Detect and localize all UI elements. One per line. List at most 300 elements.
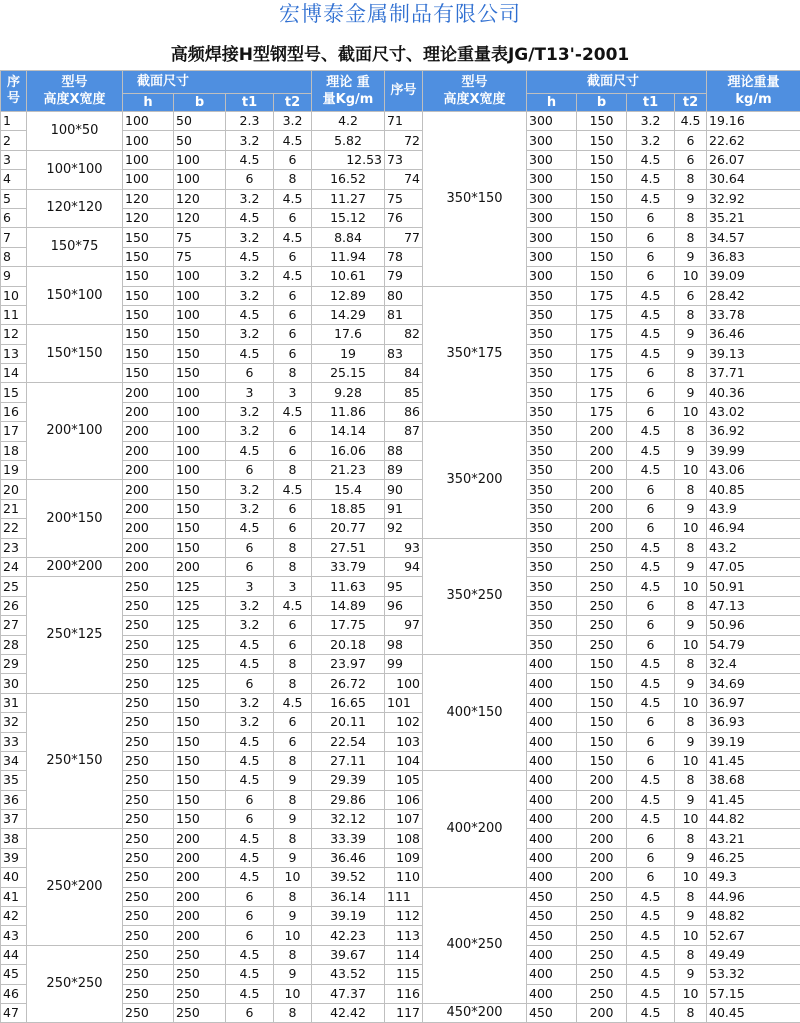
seq-cell: 47 [1, 1003, 27, 1022]
header-h-right: h [527, 94, 577, 112]
seq-cell: 30 [1, 674, 27, 693]
model-cell-right: 400*200 [423, 771, 527, 887]
weight-cell-right: 41.45 [707, 751, 800, 770]
h-cell-right: 350 [527, 305, 577, 324]
b-cell: 250 [174, 965, 226, 984]
table-row [1, 577, 800, 596]
t2-cell: 3 [274, 383, 312, 402]
weight-cell-right: 49.49 [707, 945, 800, 964]
h-cell-right: 350 [527, 499, 577, 518]
t1-cell: 6 [226, 461, 274, 480]
weight-cell: 14.14 [312, 422, 385, 441]
b-cell-right: 200 [577, 829, 627, 848]
t1-cell-right: 4.5 [627, 325, 675, 344]
t1-cell-right: 4.5 [627, 189, 675, 208]
seq-cell-right: 98 [385, 635, 423, 654]
h-cell: 100 [123, 112, 174, 131]
b-cell: 100 [174, 305, 226, 324]
header-weight-right: 理论重量 kg/m [707, 71, 800, 112]
b-cell: 250 [174, 945, 226, 964]
t2-cell-right: 8 [675, 596, 707, 615]
b-cell: 150 [174, 790, 226, 809]
t2-cell-right: 8 [675, 208, 707, 227]
t2-cell: 9 [274, 907, 312, 926]
seq-cell-right: 84 [385, 364, 423, 383]
b-cell-right: 175 [577, 305, 627, 324]
t2-cell-right: 9 [675, 344, 707, 363]
t1-cell-right: 6 [627, 868, 675, 887]
weight-cell-right: 39.19 [707, 732, 800, 751]
table-row [1, 267, 800, 286]
seq-cell-right: 88 [385, 441, 423, 460]
b-cell-right: 250 [577, 887, 627, 906]
weight-cell-right: 47.13 [707, 596, 800, 615]
h-cell-right: 350 [527, 519, 577, 538]
h-cell-right: 350 [527, 461, 577, 480]
seq-cell: 23 [1, 538, 27, 557]
seq-cell-right: 80 [385, 286, 423, 305]
b-cell: 200 [174, 848, 226, 867]
h-cell-right: 400 [527, 965, 577, 984]
t2-cell-right: 9 [675, 383, 707, 402]
b-cell: 100 [174, 441, 226, 460]
t1-cell: 3.2 [226, 228, 274, 247]
weight-cell: 16.65 [312, 693, 385, 712]
t2-cell-right: 10 [675, 810, 707, 829]
weight-cell: 29.39 [312, 771, 385, 790]
b-cell: 125 [174, 635, 226, 654]
t2-cell-right: 8 [675, 305, 707, 324]
t2-cell: 8 [274, 557, 312, 576]
h-cell: 200 [123, 441, 174, 460]
h-cell-right: 300 [527, 131, 577, 150]
t2-cell: 4.5 [274, 596, 312, 615]
t1-cell: 3.2 [226, 325, 274, 344]
t2-cell-right: 10 [675, 693, 707, 712]
h-cell: 250 [123, 945, 174, 964]
t1-cell-right: 4.5 [627, 674, 675, 693]
seq-cell: 46 [1, 984, 27, 1003]
seq-cell: 45 [1, 965, 27, 984]
b-cell: 100 [174, 286, 226, 305]
weight-cell: 36.46 [312, 848, 385, 867]
weight-cell-right: 36.97 [707, 693, 800, 712]
t2-cell: 6 [274, 150, 312, 169]
t2-cell-right: 9 [675, 557, 707, 576]
h-cell-right: 400 [527, 868, 577, 887]
h-cell: 250 [123, 868, 174, 887]
header-section-left: 截面尺寸 [123, 71, 312, 94]
t2-cell-right: 8 [675, 887, 707, 906]
t2-cell-right: 10 [675, 984, 707, 1003]
weight-cell: 9.28 [312, 383, 385, 402]
seq-cell-right: 87 [385, 422, 423, 441]
t2-cell-right: 9 [675, 325, 707, 344]
weight-cell: 36.14 [312, 887, 385, 906]
model-cell: 150*75 [27, 228, 123, 267]
h-cell: 250 [123, 790, 174, 809]
t1-cell: 4.5 [226, 441, 274, 460]
b-cell-right: 150 [577, 170, 627, 189]
t2-cell-right: 8 [675, 771, 707, 790]
b-cell-right: 150 [577, 693, 627, 712]
seq-cell: 21 [1, 499, 27, 518]
t2-cell-right: 10 [675, 577, 707, 596]
weight-cell-right: 36.93 [707, 713, 800, 732]
weight-cell-right: 46.94 [707, 519, 800, 538]
b-cell-right: 175 [577, 364, 627, 383]
b-cell: 125 [174, 596, 226, 615]
t2-cell-right: 9 [675, 441, 707, 460]
t2-cell: 6 [274, 713, 312, 732]
t1-cell: 3 [226, 383, 274, 402]
t2-cell: 6 [274, 247, 312, 266]
b-cell-right: 175 [577, 344, 627, 363]
seq-cell: 25 [1, 577, 27, 596]
t2-cell: 8 [274, 364, 312, 383]
weight-cell: 11.27 [312, 189, 385, 208]
weight-cell-right: 22.62 [707, 131, 800, 150]
weight-cell: 4.2 [312, 112, 385, 131]
h-cell: 250 [123, 810, 174, 829]
t2-cell-right: 8 [675, 422, 707, 441]
h-cell-right: 400 [527, 693, 577, 712]
t2-cell-right: 10 [675, 519, 707, 538]
t1-cell: 3.2 [226, 596, 274, 615]
t1-cell: 4.5 [226, 519, 274, 538]
weight-cell: 14.89 [312, 596, 385, 615]
b-cell: 200 [174, 868, 226, 887]
table-row [1, 325, 800, 344]
t1-cell: 4.5 [226, 829, 274, 848]
weight-cell: 16.06 [312, 441, 385, 460]
t1-cell-right: 6 [627, 848, 675, 867]
h-cell: 200 [123, 461, 174, 480]
seq-cell-right: 96 [385, 596, 423, 615]
model-cell-right: 350*175 [423, 286, 527, 422]
model-cell: 200*100 [27, 383, 123, 480]
seq-cell-right: 117 [385, 1003, 423, 1022]
t1-cell: 3.2 [226, 499, 274, 518]
t2-cell: 10 [274, 926, 312, 945]
weight-cell: 12.89 [312, 286, 385, 305]
h-cell-right: 400 [527, 945, 577, 964]
b-cell-right: 250 [577, 984, 627, 1003]
weight-cell-right: 44.96 [707, 887, 800, 906]
t2-cell: 4.5 [274, 189, 312, 208]
b-cell-right: 150 [577, 674, 627, 693]
seq-cell-right: 85 [385, 383, 423, 402]
weight-cell: 12.53 [312, 150, 385, 169]
weight-cell: 39.52 [312, 868, 385, 887]
weight-cell-right: 32.92 [707, 189, 800, 208]
h-cell-right: 300 [527, 247, 577, 266]
seq-cell-right: 108 [385, 829, 423, 848]
t2-cell: 8 [274, 674, 312, 693]
t2-cell: 4.5 [274, 402, 312, 421]
b-cell: 50 [174, 112, 226, 131]
seq-cell-right: 111 [385, 887, 423, 906]
t2-cell: 8 [274, 887, 312, 906]
model-cell: 150*100 [27, 267, 123, 325]
t2-cell: 6 [274, 616, 312, 635]
t1-cell-right: 4.5 [627, 771, 675, 790]
t1-cell: 6 [226, 674, 274, 693]
page-title: 高频焊接H型钢型号、截面尺寸、理论重量表JG/T13'-2001 [0, 42, 800, 68]
t2-cell: 3.2 [274, 112, 312, 131]
t2-cell-right: 8 [675, 713, 707, 732]
t1-cell-right: 6 [627, 267, 675, 286]
t2-cell-right: 8 [675, 829, 707, 848]
weight-cell: 17.75 [312, 616, 385, 635]
b-cell-right: 200 [577, 441, 627, 460]
h-beam-table [0, 70, 800, 1023]
seq-cell: 28 [1, 635, 27, 654]
seq-cell: 32 [1, 713, 27, 732]
t1-cell-right: 4.5 [627, 907, 675, 926]
weight-cell-right: 28.42 [707, 286, 800, 305]
h-cell-right: 400 [527, 713, 577, 732]
t2-cell: 6 [274, 635, 312, 654]
t1-cell-right: 6 [627, 596, 675, 615]
t2-cell-right: 9 [675, 247, 707, 266]
seq-cell: 42 [1, 907, 27, 926]
seq-cell-right: 71 [385, 112, 423, 131]
weight-cell: 5.82 [312, 131, 385, 150]
seq-cell: 6 [1, 208, 27, 227]
seq-cell-right: 95 [385, 577, 423, 596]
t2-cell-right: 8 [675, 170, 707, 189]
h-cell: 250 [123, 596, 174, 615]
table-row [1, 480, 800, 499]
t1-cell: 6 [226, 538, 274, 557]
weight-cell: 33.79 [312, 557, 385, 576]
b-cell-right: 200 [577, 422, 627, 441]
seq-cell-right: 101 [385, 693, 423, 712]
b-cell: 150 [174, 771, 226, 790]
t1-cell: 4.5 [226, 208, 274, 227]
weight-cell-right: 39.13 [707, 344, 800, 363]
seq-cell: 29 [1, 654, 27, 673]
t2-cell: 4.5 [274, 480, 312, 499]
weight-cell: 11.94 [312, 247, 385, 266]
seq-cell: 7 [1, 228, 27, 247]
weight-cell-right: 37.71 [707, 364, 800, 383]
weight-cell-right: 33.78 [707, 305, 800, 324]
weight-cell-right: 43.2 [707, 538, 800, 557]
h-cell: 250 [123, 771, 174, 790]
seq-cell: 8 [1, 247, 27, 266]
b-cell-right: 250 [577, 945, 627, 964]
weight-cell-right: 36.83 [707, 247, 800, 266]
t1-cell-right: 4.5 [627, 810, 675, 829]
t1-cell-right: 4.5 [627, 965, 675, 984]
header-t1-left: t1 [226, 94, 274, 112]
seq-cell: 11 [1, 305, 27, 324]
b-cell-right: 250 [577, 907, 627, 926]
t2-cell: 10 [274, 868, 312, 887]
t1-cell-right: 6 [627, 732, 675, 751]
h-cell-right: 300 [527, 150, 577, 169]
seq-cell: 41 [1, 887, 27, 906]
t1-cell-right: 4.5 [627, 945, 675, 964]
seq-cell: 31 [1, 693, 27, 712]
h-cell: 250 [123, 654, 174, 673]
h-cell-right: 350 [527, 422, 577, 441]
weight-cell: 11.86 [312, 402, 385, 421]
seq-cell: 14 [1, 364, 27, 383]
weight-cell-right: 40.85 [707, 480, 800, 499]
seq-cell: 4 [1, 170, 27, 189]
t1-cell: 4.5 [226, 751, 274, 770]
weight-cell-right: 43.06 [707, 461, 800, 480]
b-cell: 75 [174, 247, 226, 266]
h-cell: 250 [123, 713, 174, 732]
seq-cell: 38 [1, 829, 27, 848]
weight-cell-right: 39.09 [707, 267, 800, 286]
b-cell-right: 175 [577, 383, 627, 402]
b-cell-right: 150 [577, 150, 627, 169]
seq-cell: 13 [1, 344, 27, 363]
seq-cell-right: 114 [385, 945, 423, 964]
h-cell: 200 [123, 499, 174, 518]
t1-cell-right: 6 [627, 635, 675, 654]
t1-cell-right: 4.5 [627, 150, 675, 169]
seq-cell: 44 [1, 945, 27, 964]
t1-cell: 3.2 [226, 713, 274, 732]
t2-cell-right: 9 [675, 965, 707, 984]
b-cell-right: 150 [577, 208, 627, 227]
b-cell-right: 200 [577, 1003, 627, 1022]
t1-cell: 4.5 [226, 868, 274, 887]
h-cell: 250 [123, 1003, 174, 1022]
weight-cell-right: 30.64 [707, 170, 800, 189]
t1-cell-right: 4.5 [627, 1003, 675, 1022]
seq-cell-right: 76 [385, 208, 423, 227]
t2-cell: 4.5 [274, 693, 312, 712]
h-cell-right: 300 [527, 208, 577, 227]
table-row [1, 693, 800, 712]
seq-cell-right: 73 [385, 150, 423, 169]
b-cell-right: 200 [577, 499, 627, 518]
model-cell: 200*150 [27, 480, 123, 558]
t2-cell: 9 [274, 848, 312, 867]
weight-cell: 27.11 [312, 751, 385, 770]
seq-cell: 39 [1, 848, 27, 867]
weight-cell: 25.15 [312, 364, 385, 383]
h-cell: 150 [123, 247, 174, 266]
b-cell: 100 [174, 150, 226, 169]
seq-cell-right: 72 [385, 131, 423, 150]
h-cell: 200 [123, 480, 174, 499]
seq-cell-right: 104 [385, 751, 423, 770]
t1-cell: 4.5 [226, 848, 274, 867]
h-cell-right: 350 [527, 635, 577, 654]
b-cell: 100 [174, 170, 226, 189]
h-cell-right: 300 [527, 189, 577, 208]
weight-cell-right: 19.16 [707, 112, 800, 131]
h-cell-right: 400 [527, 848, 577, 867]
seq-cell-right: 109 [385, 848, 423, 867]
seq-cell: 43 [1, 926, 27, 945]
t1-cell: 6 [226, 170, 274, 189]
model-cell: 150*150 [27, 325, 123, 383]
b-cell: 100 [174, 402, 226, 421]
weight-cell: 20.18 [312, 635, 385, 654]
h-cell-right: 400 [527, 771, 577, 790]
h-cell-right: 400 [527, 810, 577, 829]
b-cell-right: 250 [577, 616, 627, 635]
t2-cell: 10 [274, 984, 312, 1003]
seq-cell: 1 [1, 112, 27, 131]
t2-cell-right: 9 [675, 499, 707, 518]
t1-cell-right: 4.5 [627, 286, 675, 305]
weight-cell: 10.61 [312, 267, 385, 286]
t1-cell-right: 6 [627, 751, 675, 770]
seq-cell: 20 [1, 480, 27, 499]
seq-cell-right: 112 [385, 907, 423, 926]
weight-cell-right: 41.45 [707, 790, 800, 809]
t2-cell: 6 [274, 325, 312, 344]
h-cell: 250 [123, 887, 174, 906]
weight-cell-right: 34.69 [707, 674, 800, 693]
h-cell: 250 [123, 751, 174, 770]
b-cell-right: 250 [577, 538, 627, 557]
b-cell-right: 150 [577, 131, 627, 150]
weight-cell-right: 40.36 [707, 383, 800, 402]
t2-cell-right: 9 [675, 732, 707, 751]
weight-cell-right: 26.07 [707, 150, 800, 169]
weight-cell-right: 36.46 [707, 325, 800, 344]
b-cell: 150 [174, 732, 226, 751]
seq-cell: 22 [1, 519, 27, 538]
weight-cell: 42.42 [312, 1003, 385, 1022]
h-cell: 100 [123, 170, 174, 189]
t2-cell-right: 4.5 [675, 112, 707, 131]
weight-cell: 32.12 [312, 810, 385, 829]
t1-cell: 4.5 [226, 305, 274, 324]
b-cell: 100 [174, 383, 226, 402]
weight-cell-right: 46.25 [707, 848, 800, 867]
b-cell: 150 [174, 538, 226, 557]
t1-cell: 4.5 [226, 732, 274, 751]
t1-cell: 3.2 [226, 131, 274, 150]
seq-cell-right: 106 [385, 790, 423, 809]
seq-cell-right: 78 [385, 247, 423, 266]
weight-cell: 19 [312, 344, 385, 363]
h-cell: 250 [123, 616, 174, 635]
seq-cell: 37 [1, 810, 27, 829]
t1-cell-right: 6 [627, 228, 675, 247]
h-cell: 200 [123, 383, 174, 402]
b-cell: 150 [174, 693, 226, 712]
t1-cell-right: 4.5 [627, 790, 675, 809]
seq-cell: 10 [1, 286, 27, 305]
weight-cell-right: 43.02 [707, 402, 800, 421]
weight-cell: 21.23 [312, 461, 385, 480]
h-cell-right: 450 [527, 887, 577, 906]
h-cell-right: 300 [527, 267, 577, 286]
t1-cell: 3.2 [226, 616, 274, 635]
weight-cell-right: 47.05 [707, 557, 800, 576]
header-seq-right: 序号 [385, 71, 423, 112]
b-cell-right: 250 [577, 965, 627, 984]
b-cell-right: 250 [577, 635, 627, 654]
h-cell-right: 350 [527, 402, 577, 421]
seq-cell-right: 100 [385, 674, 423, 693]
h-cell-right: 350 [527, 596, 577, 615]
b-cell-right: 200 [577, 810, 627, 829]
